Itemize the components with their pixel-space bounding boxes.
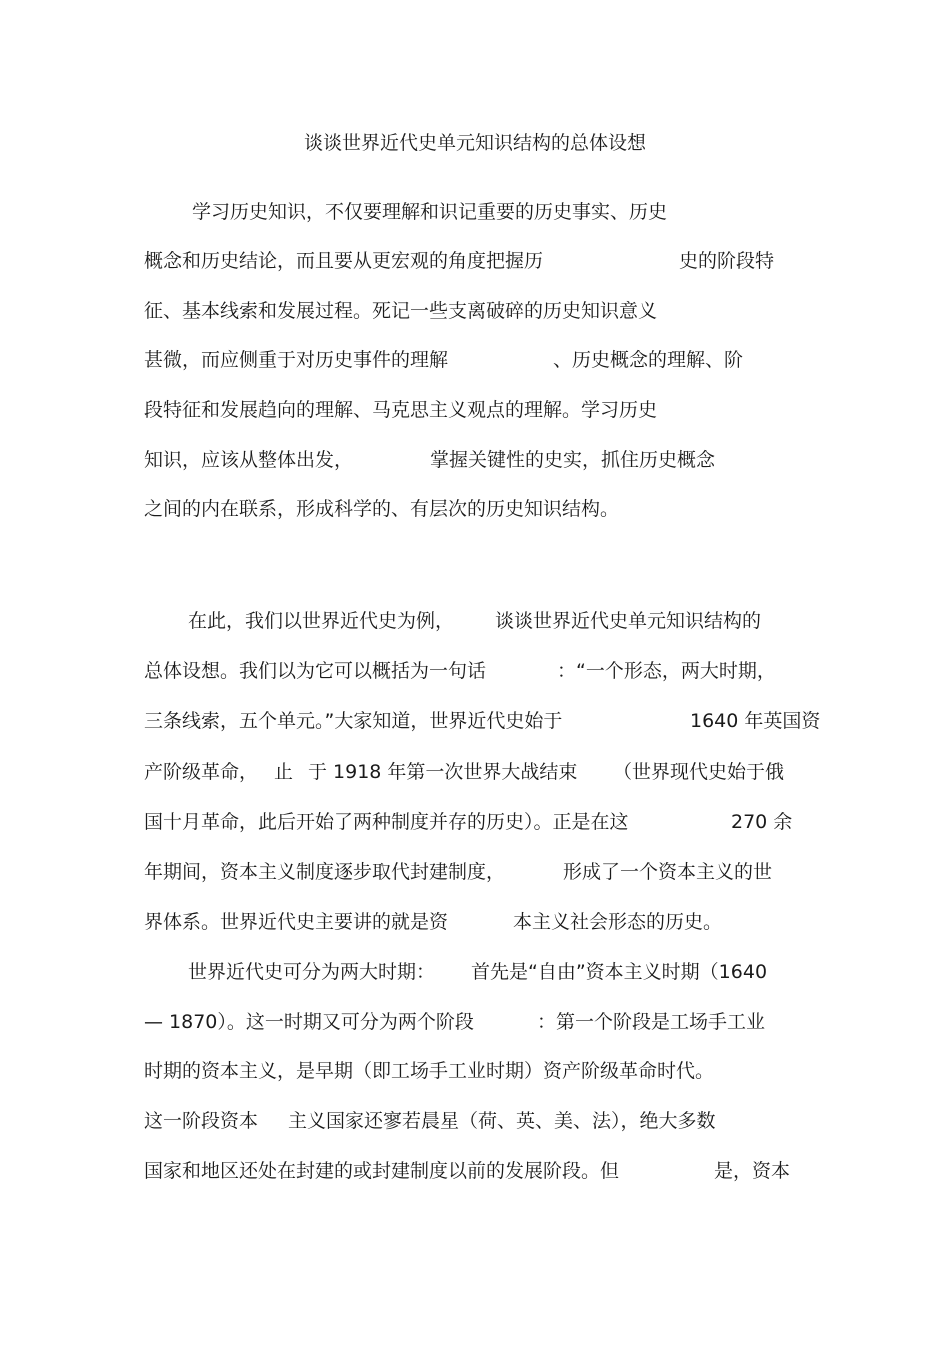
text-line: 270 余	[731, 811, 793, 833]
text-line: 概念和历史结论，而且要从更宏观的角度把握历	[144, 250, 544, 272]
text-line: 史的阶段特	[679, 250, 775, 272]
text-line: 、历史概念的理解、阶	[553, 349, 744, 371]
text-line: 年期间，资本主义制度逐步取代封建制度，	[144, 861, 506, 883]
text-line: ：第一个阶段是工场手工业	[537, 1011, 766, 1033]
text-line: 界体系。世界近代史主要讲的就是资	[144, 911, 449, 933]
text-line: 是，资本	[714, 1160, 791, 1182]
text-line: 甚微，而应侧重于对历史事件的理解	[144, 349, 449, 371]
text-line: 这一阶段资本	[144, 1110, 259, 1132]
text-line: ：“一个形态，两大时期，	[557, 660, 776, 682]
text-line: 掌握关键性的史实，抓住历史概念	[430, 449, 716, 471]
text-line: 学习历史知识，不仅要理解和识记重要的历史事实、历史	[192, 201, 668, 223]
text-line: 首先是“自由”资本主义时期（1640	[471, 961, 768, 983]
text-line: 止	[274, 761, 294, 783]
text-line: 主义国家还寥若晨星（荷、英、美、法），绝大多数	[288, 1110, 716, 1132]
text-line: 国十月革命，此后开始了两种制度并存的历史）。正是在这	[144, 811, 629, 833]
text-line: 谈谈世界近代史单元知识结构的	[495, 610, 762, 632]
text-line: 总体设想。我们以为它可以概括为一句话	[144, 660, 487, 682]
text-line: 国家和地区还处在封建的或封建制度以前的发展阶段。但	[144, 1160, 620, 1182]
text-line: 之间的内在联系，形成科学的、有层次的历史知识结构。	[144, 498, 620, 520]
text-line: 本主义社会形态的历史。	[513, 911, 723, 933]
text-line: 产阶级革命，	[144, 761, 259, 783]
document-title: 谈谈世界近代史单元知识结构的总体设想	[303, 132, 646, 154]
text-line: 于 1918 年第一次世界大战结束	[308, 761, 578, 783]
text-line: 1640 年英国资	[690, 710, 821, 732]
text-line: 在此，我们以世界近代史为例，	[188, 610, 455, 632]
text-line: 形成了一个资本主义的世	[563, 861, 773, 883]
text-line: 知识，应该从整体出发，	[144, 449, 354, 471]
text-line: 世界近代史可分为两大时期：	[188, 961, 436, 983]
text-line: 段特征和发展趋向的理解、马克思主义观点的理解。学习历史	[144, 399, 658, 421]
text-line: 征、基本线索和发展过程。死记一些支离破碎的历史知识意义	[144, 300, 658, 322]
text-line: — 1870）。这一时期又可分为两个阶段	[144, 1011, 474, 1033]
text-line: 三条线索，五个单元。”大家知道，世界近代史始于	[144, 710, 563, 732]
text-line: 时期的资本主义，是早期（即工场手工业时期）资产阶级革命时代。	[144, 1060, 715, 1082]
text-line: （世界现代史始于俄	[613, 761, 785, 783]
